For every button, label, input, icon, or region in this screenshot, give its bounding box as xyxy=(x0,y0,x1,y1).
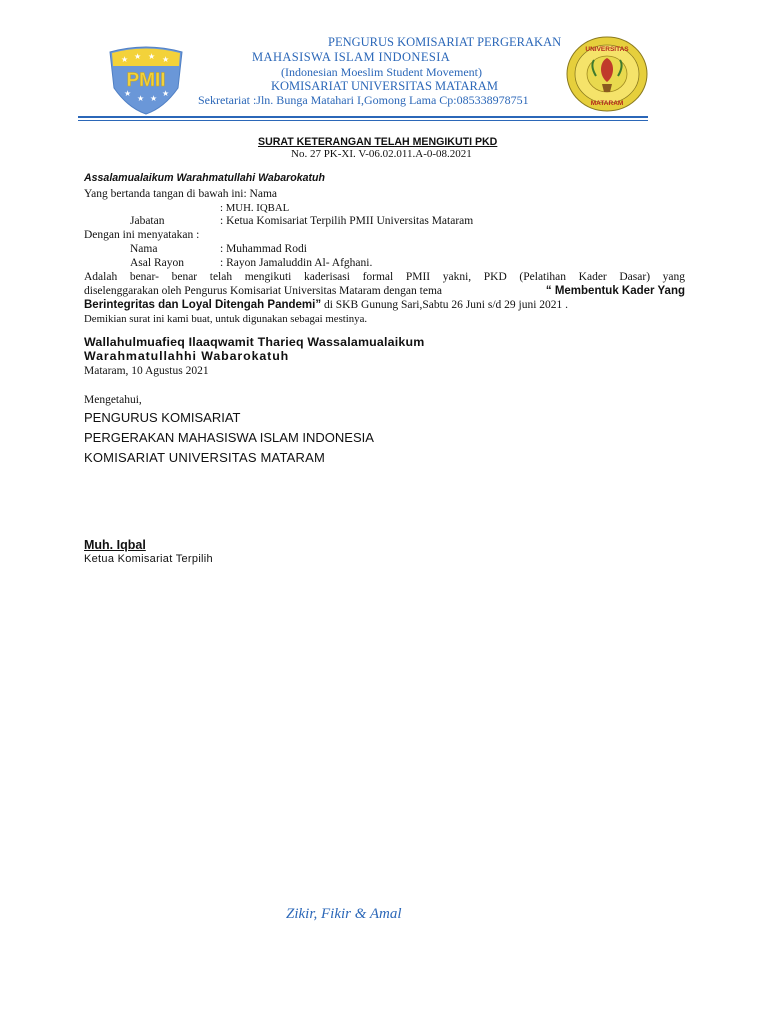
svg-text:★: ★ xyxy=(121,55,129,64)
header-line-3: (Indonesian Moeslim Student Movement) xyxy=(281,65,482,79)
declare-line: Dengan ini menyatakan : xyxy=(84,229,200,241)
closing-sentence: Demikian surat ini kami buat, untuk digunakan sebagai mestinya. xyxy=(84,313,368,325)
signer-position-label: Jabatan xyxy=(130,215,165,227)
svg-text:★: ★ xyxy=(148,52,156,61)
closing-greeting-2: Warahmatullahhi Wabarokatuh xyxy=(84,349,290,363)
body-line-2-text: diselenggarakan oleh Pengurus Komisariat Universitas Mataram dengan tema xyxy=(84,285,442,297)
svg-text:★: ★ xyxy=(137,94,145,103)
place-date: Mataram, 10 Agustus 2021 xyxy=(84,365,209,377)
svg-text:★: ★ xyxy=(162,89,170,98)
footer-motto: Zikir, Fikir & Amal xyxy=(286,906,402,922)
body-line-3 xyxy=(84,298,568,312)
letter-title: SURAT KETERANGAN TELAH MENGIKUTI PKD xyxy=(258,136,498,148)
intro-line: Yang bertanda tangan di bawah ini: Nama xyxy=(84,188,278,200)
body-theme-part-1: “ Membentuk Kader Yang xyxy=(545,285,685,297)
header-line-1: PENGURUS KOMISARIAT PERGERAKAN xyxy=(328,35,562,49)
org-line-3: KOMISARIAT UNIVERSITAS MATARAM xyxy=(84,450,325,465)
pmii-logo-text: PMII xyxy=(126,70,166,91)
body-line-1: Adalah benar- benar telah mengikuti kaderisasi formal PMII yakni, PKD (Pelatihan Kader Dasar) yang xyxy=(84,271,685,283)
subject-name-value: : Muhammad Rodi xyxy=(220,243,307,255)
svg-text:★: ★ xyxy=(134,52,142,61)
subject-name-label: Nama xyxy=(130,243,158,255)
opening-greeting: Assalamualaikum Warahmatullahi Wabarokatuh xyxy=(84,172,325,184)
header-divider xyxy=(78,116,648,118)
letter-number: No. 27 PK-XI. V-06.02.011.A-0-08.2021 xyxy=(291,148,472,160)
org-line-2: PERGERAKAN MAHASISWA ISLAM INDONESIA xyxy=(84,430,374,445)
signer-name-value: : MUH. IQBAL xyxy=(220,202,290,214)
body-theme-part-2: Berintegritas dan Loyal Ditengah Pandemi” xyxy=(84,299,322,311)
body-line-3-text: di SKB Gunung Sari,Sabtu 26 Juni s/d 29 juni 2021 . xyxy=(321,299,569,311)
subject-rayon-label: Asal Rayon xyxy=(130,257,184,269)
signer-position-value: : Ketua Komisariat Terpilih PMII Universitas Mataram xyxy=(220,215,474,227)
svg-text:★: ★ xyxy=(150,94,158,103)
svg-text:★: ★ xyxy=(124,89,132,98)
org-line-1: PENGURUS KOMISARIAT xyxy=(84,410,241,425)
university-logo xyxy=(566,36,648,112)
header-line-2: MAHASISWA ISLAM INDONESIA xyxy=(252,50,451,64)
header-line-4: KOMISARIAT UNIVERSITAS MATARAM xyxy=(271,79,498,93)
header-address: Sekretariat :Jln. Bunga Matahari I,Gomong Lama Cp:085338978751 xyxy=(198,93,529,107)
acknowledged-label: Mengetahui, xyxy=(84,394,142,406)
svg-text:★: ★ xyxy=(162,55,170,64)
pmii-logo xyxy=(104,44,188,116)
signer-title: Ketua Komisariat Terpilih xyxy=(84,553,213,565)
university-logo-text-bottom: MATARAM xyxy=(590,100,624,107)
subject-rayon-value: : Rayon Jamaluddin Al- Afghani. xyxy=(220,257,373,269)
signer-name: Muh. Iqbal xyxy=(84,538,146,552)
closing-greeting-1: Wallahulmuafieq Ilaaqwamit Tharieq Wassalamualaikum xyxy=(84,335,425,349)
header-divider-thin xyxy=(78,120,648,121)
body-line-2 xyxy=(84,284,685,298)
university-logo-text-top: UNIVERSITAS xyxy=(585,46,629,53)
